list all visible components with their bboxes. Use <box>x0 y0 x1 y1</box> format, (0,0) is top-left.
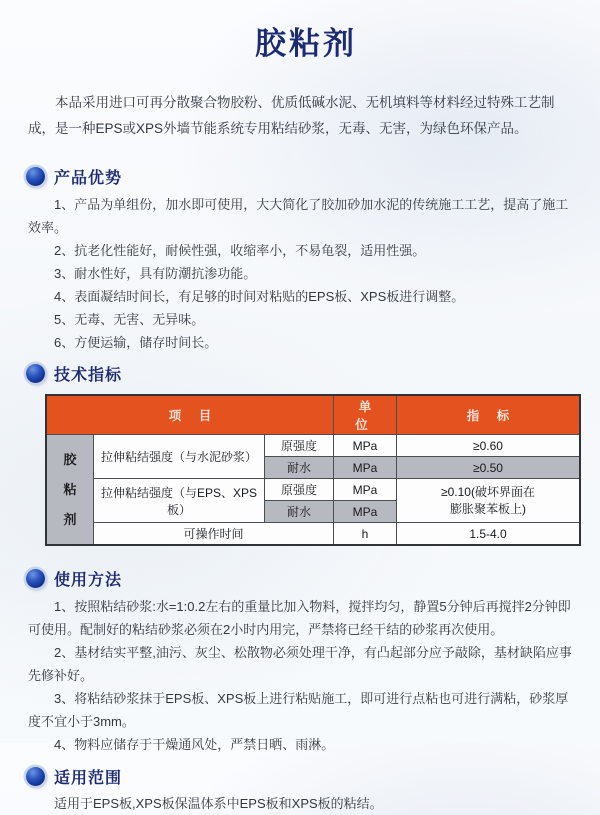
header-cell-index: 指 标 <box>397 395 581 435</box>
section-heading-specs <box>26 361 584 385</box>
unit-cell: h <box>334 523 397 546</box>
unit-cell: MPa <box>334 501 397 523</box>
value-line: ≥0.10(破坏界面在 <box>441 484 535 499</box>
spec-label-cell: 可操作时间 <box>94 523 334 546</box>
condition-cell: 耐水 <box>265 501 334 523</box>
header-cell-unit: 单 位 <box>334 395 397 435</box>
advantage-item: 6、方便运输，储存时间长。 <box>54 335 218 350</box>
scope-paragraph: 适用于EPS板,XPS板保温体系中EPS板和XPS板的粘结。 <box>54 796 383 811</box>
value-cell: 1.5-4.0 <box>397 523 581 546</box>
spec-label-cell: 拉伸粘结强度（与水泥砂浆） <box>94 435 265 479</box>
value-cell-merged <box>397 479 581 523</box>
group-char: 胶 <box>63 451 77 467</box>
section-heading-usage <box>26 566 584 590</box>
section-title-advantages: 产品优势 <box>54 169 123 187</box>
usage-list <box>28 595 584 756</box>
condition-cell: 原强度 <box>265 435 334 457</box>
condition-cell: 原强度 <box>265 479 334 501</box>
header-cell-item: 项 目 <box>46 395 334 435</box>
group-label-cell <box>46 435 94 546</box>
advantage-item: 2、抗老化性能好，耐候性强，收缩率小，不易龟裂，适用性强。 <box>54 243 426 258</box>
sphere-bullet-icon <box>26 364 45 383</box>
group-char: 粘 <box>63 481 77 497</box>
spec-table <box>45 394 581 546</box>
advantage-item: 1、产品为单组份，加水即可使用，大大简化了胶加砂加水泥的传统施工工艺，提高了施工效率。 <box>28 197 569 235</box>
usage-item: 3、将粘结砂浆抹于EPS板、XPS板上进行粘贴施工，即可进行点粘也可进行满粘，砂浆厚度不宜小于3mm。 <box>28 691 569 729</box>
document-page <box>0 18 600 815</box>
group-char: 剂 <box>63 511 77 527</box>
spec-label-cell: 拉伸粘结强度（与EPS、XPS板） <box>94 479 265 523</box>
section-title-specs: 技术指标 <box>54 366 123 384</box>
advantage-item: 5、无毒、无害、无异味。 <box>54 312 205 327</box>
condition-cell: 耐水 <box>265 457 334 479</box>
section-title-usage: 使用方法 <box>54 571 123 589</box>
table-header-row <box>46 395 580 435</box>
usage-item: 1、按照粘结砂浆:水=1:0.2左右的重量比加入物料，搅拌均匀，静置5分钟后再搅拌2分钟即可使用。配制好的粘结砂浆必须在2小时内用完，严禁将已经干结的砂浆再次使用。 <box>28 599 571 637</box>
unit-cell: MPa <box>334 457 397 479</box>
section-title-scope: 适用范围 <box>54 769 123 787</box>
sphere-bullet-icon <box>26 569 45 588</box>
advantage-item: 3、耐水性好，具有防潮抗渗功能。 <box>54 266 257 281</box>
table-row <box>46 479 580 501</box>
advantage-item: 4、表面凝结时间长，有足够的时间对粘贴的EPS板、XPS板进行调整。 <box>54 289 465 304</box>
table-row <box>46 523 580 546</box>
sphere-bullet-icon <box>26 767 45 786</box>
value-cell: ≥0.50 <box>397 457 581 479</box>
advantages-list <box>28 193 584 354</box>
usage-item: 2、基材结实平整,油污、灰尘、松散物必须处理干净，有凸起部分应予敲除，基材缺陷应事先修补好。 <box>28 645 572 683</box>
unit-cell: MPa <box>334 479 397 501</box>
section-heading-advantages <box>26 164 584 188</box>
page-title: 胶粘剂 <box>255 26 357 61</box>
unit-cell: MPa <box>334 435 397 457</box>
value-cell: ≥0.60 <box>397 435 581 457</box>
section-heading-scope <box>26 764 584 788</box>
sphere-bullet-icon <box>26 167 45 186</box>
intro-paragraph: 本品采用进口可再分散聚合物胶粉、优质低碱水泥、无机填料等材料经过特殊工艺制成，是一种EPS或XPS外墙节能系统专用粘结砂浆，无毒、无害，为绿色环保产品。 <box>28 95 555 136</box>
value-line: 膨胀聚苯板上) <box>450 501 526 516</box>
table-row <box>46 435 580 457</box>
usage-item: 4、物料应储存于干燥通风处，严禁日晒、雨淋。 <box>54 737 335 752</box>
